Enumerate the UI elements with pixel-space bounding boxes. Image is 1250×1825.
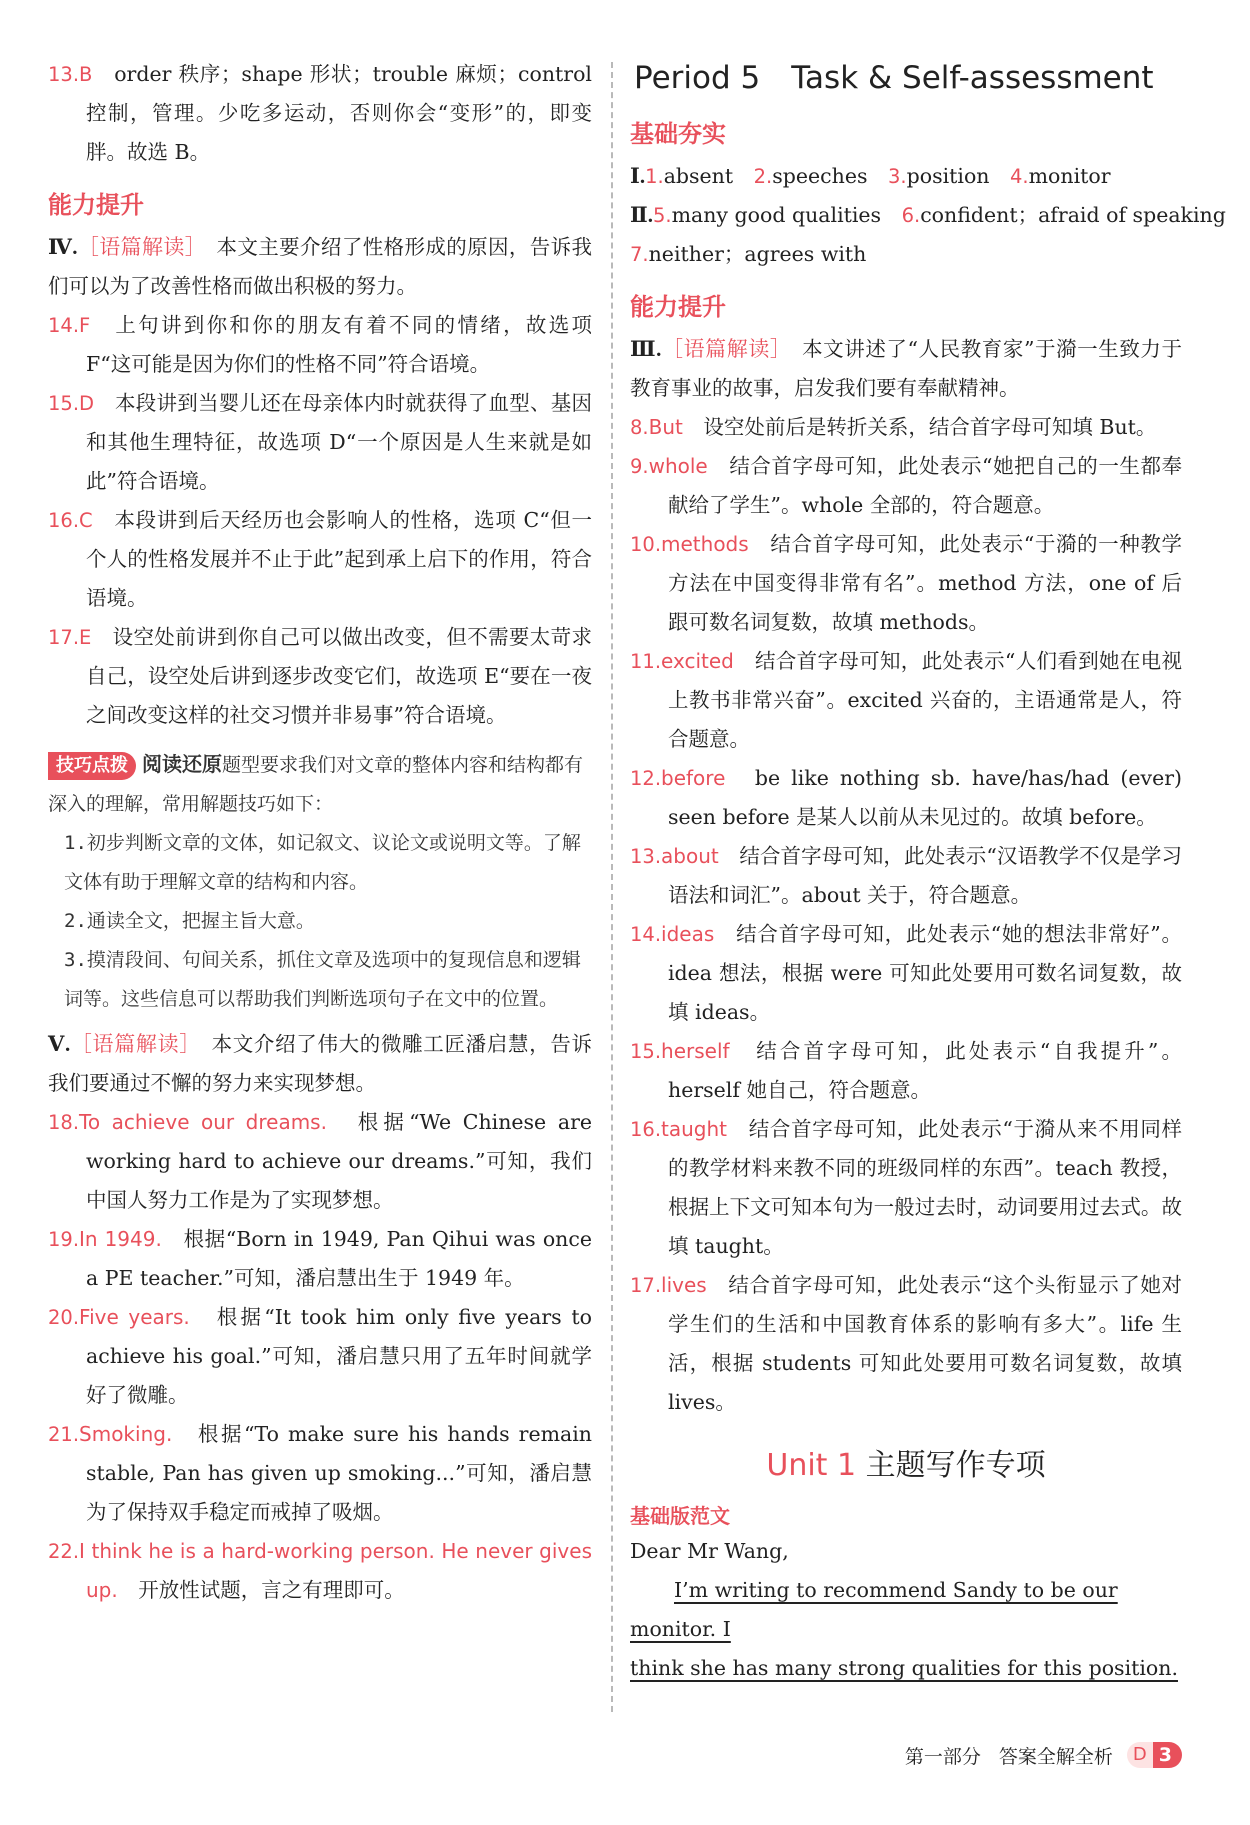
answer-item: 16.C 本段讲到后天经历也会影响人的性格，选项 C“但一个人的性格发展并不止于此”起到承上启下的作用，符合语境。 (48, 508, 592, 610)
answer-item: 13.B order 秩序；shape 形状；trouble 麻烦；control 控制，管理。少吃多运动，否则你会“变形”的，即变胖。故选 B。 (48, 62, 592, 164)
tip-box (48, 745, 592, 1019)
footer-title: 答案全解全析 (998, 1745, 1113, 1768)
answer-item: 15.D 本段讲到当婴儿还在母亲体内时就获得了血型、基因和其他生理特征，故选项 D“一个原因是人生来就是如此”符合语境。 (48, 391, 593, 493)
footer-part: 第一部分 (904, 1745, 981, 1768)
page-number: 3 (1153, 1742, 1182, 1768)
answer-item: 21.Smoking. 根据“To make sure his hands remain stable, Pan has given up smoking...”可知，潘启慧为了保持双手稳定而戒掉了吸烟。 (48, 1422, 593, 1524)
tip-badge: 技巧点拨 (48, 752, 136, 780)
answer-item: 17.lives 结合首字母可知，此处表示“这个头衔显示了她对学生们的生活和中国教育体系的影响有多大”。life 生活，根据 students 可知此处要用可数名词复数，故填 lives。 (630, 1273, 1182, 1414)
tip-intro: 技巧点拨 阅读还原题型要求我们对文章的整体内容和结构都有深入的理解，常用解题技巧如下： (48, 752, 584, 815)
answer-item: 14.ideas 结合首字母可知，此处表示“她的想法非常好”。idea 想法，根据 were 可知此处要用可数名词复数，故填 ideas。 (630, 922, 1182, 1024)
tip-item: 2.通读全文，把握主旨大意。 (64, 910, 315, 932)
tip-item: 1.初步判断文章的文体，如记叙文、议论文或说明文等。了解文体有助于理解文章的结构和内容。 (64, 832, 581, 893)
answer-item: 11.excited 结合首字母可知，此处表示“人们看到她在电视上教书非常兴奋”。excited 兴奋的，主语通常是人，符合题意。 (630, 649, 1183, 751)
letter-line: think she has many strong qualities for this position. (630, 1656, 1178, 1680)
answer-item: 16.taught 结合首字母可知，此处表示“于漪从来不用同样的教学材料来教不同的班级同样的东西”。teach 教授，根据上下文可知本句为一般过去时，动词要用过去式。故填 taught。 (630, 1117, 1183, 1258)
answer-line-i: Ⅰ.1.absent 2.speeches 3.position 4.monitor (630, 164, 1111, 188)
answer-item: 18.To achieve our dreams. 根据“We Chinese are working hard to achieve our dreams.”可知，我们中国人努力工作是为了实现梦想。 (48, 1110, 593, 1212)
answer-item: 20.Five years. 根据“It took him only five years to achieve his goal.”可知，潘启慧只用了五年时间就学好了微雕。 (48, 1305, 593, 1407)
section-heading: 基础夯实 (630, 120, 726, 148)
section-heading: 能力提升 (630, 293, 726, 321)
answer-item: 8.But 设空处前后是转折关系，结合首字母可知填 But。 (630, 415, 1157, 439)
answer-line-ii-cont: 7.neither；agrees with (630, 242, 867, 266)
answer-item: 12.before be like nothing sb. have/has/had (ever) seen before 是某人以前从未见过的。故填 before。 (630, 766, 1182, 829)
answer-item: 14.F 上句讲到你和你的朋友有着不同的情绪，故选项 F“这可能是因为你们的性格不同”符合语境。 (48, 313, 593, 376)
answer-line-ii: Ⅱ.5.many good qualities 6.confident；afraid of speaking (630, 203, 1226, 227)
page-footer (905, 1740, 1182, 1770)
answer-item: 17.E 设空处前讲到你自己可以做出改变，但不需要太苛求自己，设空处后讲到逐步改变它们，故选项 E“要在一夜之间改变这样的社交习惯并非易事”符合语境。 (48, 625, 593, 727)
tip-item: 3.摸清段间、句间关系，抓住文章及选项中的复现信息和逻辑词等。这些信息可以帮助我们判断选项句子在文中的位置。 (64, 949, 581, 1010)
answer-item: 19.In 1949. 根据“Born in 1949, Pan Qihui was once a PE teacher.”可知，潘启慧出生于 1949 年。 (48, 1227, 592, 1290)
letter-line: I’m writing to recommend Sandy to be our monitor. I (630, 1578, 1118, 1641)
page-number-badge: D 3 (1127, 1742, 1182, 1768)
left-column (48, 55, 592, 1610)
passage-note: Ⅳ.［语篇解读］ 本文主要介绍了性格形成的原因，告诉我们可以为了改善性格而做出积极的努力。 (48, 235, 593, 298)
answer-item: 22.I think he is a hard-working person. He never gives up. 开放性试题，言之有理即可。 (48, 1539, 592, 1602)
passage-note: Ⅴ.［语篇解读］ 本文介绍了伟大的微雕工匠潘启慧，告诉我们要通过不懈的努力来实现梦想。 (48, 1032, 593, 1095)
right-column (630, 55, 1226, 1688)
letter-greeting: Dear Mr Wang, (630, 1539, 789, 1563)
unit-title: Unit 1 主题写作专项 (766, 1448, 1046, 1483)
answer-item: 10.methods 结合首字母可知，此处表示“于漪的一种教学方法在中国变得非常有名”。method 方法，one of 后跟可数名词复数，故填 methods。 (630, 532, 1183, 634)
period-title: Period 5 Task & Self-assessment (634, 60, 1154, 96)
passage-note: Ⅲ.［语篇解读］ 本文讲述了“人民教育家”于漪一生致力于教育事业的故事，启发我们要有奉献精神。 (630, 337, 1183, 400)
answer-item: 15.herself 结合首字母可知，此处表示“自我提升”。herself 她自己，符合题意。 (630, 1039, 1182, 1102)
answer-item: 9.whole 结合首字母可知，此处表示“她把自己的一生都奉献给了学生”。whole 全部的，符合题意。 (630, 454, 1183, 517)
answer-item: 13.about 结合首字母可知，此处表示“汉语教学不仅是学习语法和词汇”。about 关于，符合题意。 (630, 844, 1182, 907)
column-divider (611, 62, 613, 1712)
sample-label: 基础版范文 (630, 1504, 730, 1528)
section-heading: 能力提升 (48, 191, 144, 219)
